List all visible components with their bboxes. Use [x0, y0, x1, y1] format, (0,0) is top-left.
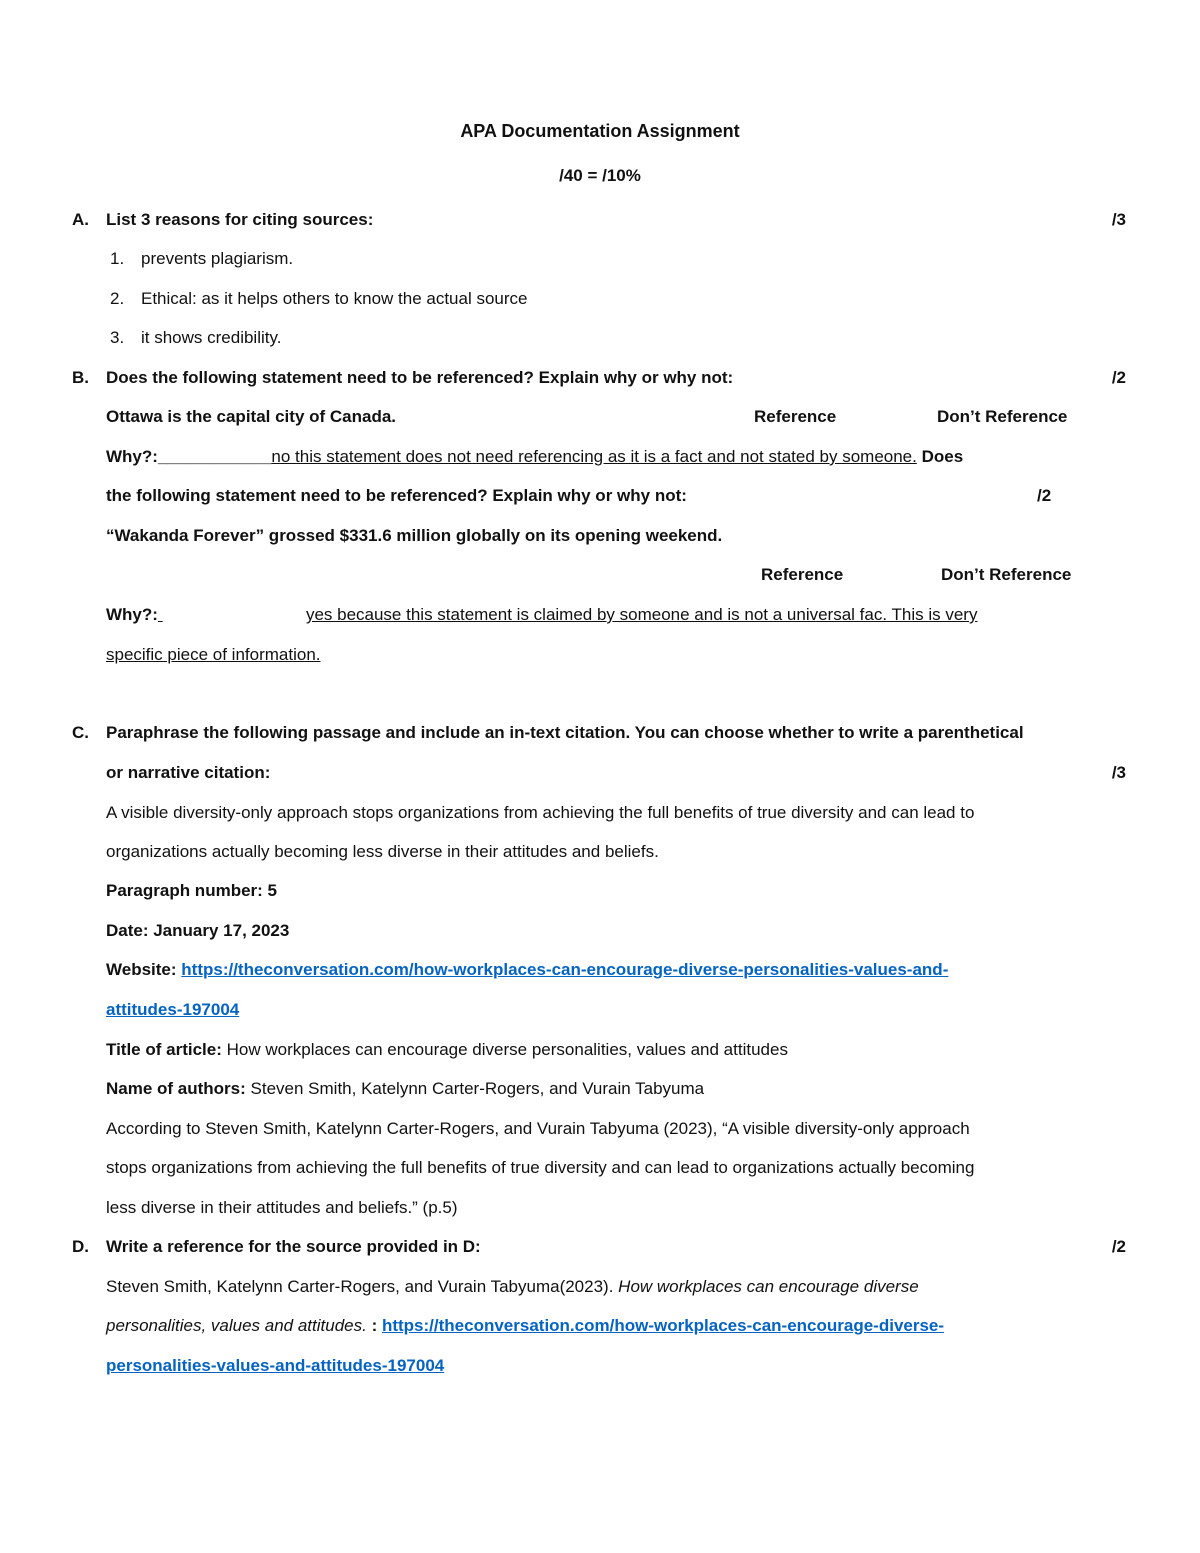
list-item-number: 3. [110, 328, 125, 347]
section-d-points: /2 [1111, 1237, 1126, 1256]
section-b-heading-2: the following statement need to be referenced? Explain why or why not: [106, 486, 687, 505]
passage-line: A visible diversity-only approach stops organizations from achieving the full benefits of true diversity and can lead to [106, 803, 975, 822]
list-item: Ethical: as it helps others to know the actual source [141, 289, 528, 308]
reference-line [106, 1276, 919, 1298]
section-c-letter: C. [72, 723, 89, 742]
section-c-heading-continued: or narrative citation: [106, 763, 271, 782]
reference-line [106, 1315, 944, 1337]
reference-separator: : [371, 1316, 378, 1335]
passage-line: organizations actually becoming less diverse in their attitudes and beliefs. [106, 842, 659, 861]
section-c-points: /3 [1111, 763, 1126, 782]
reference-authors: Steven Smith, Katelynn Carter-Rogers, and Vurain Tabyuma(2023). [106, 1277, 614, 1296]
answer-line: less diverse in their attitudes and beliefs.” (p.5) [106, 1198, 458, 1217]
why-2-blank [158, 604, 306, 626]
authors: Steven Smith, Katelynn Carter-Rogers, and Vurain Tabyuma [250, 1079, 705, 1098]
list-item: it shows credibility. [141, 328, 282, 347]
section-d-letter: D. [72, 1237, 89, 1256]
article-date: Date: January 17, 2023 [106, 921, 290, 940]
why-2-label: Why?: [106, 605, 158, 624]
reference-link-continued[interactable]: personalities-values-and-attitudes-197004 [106, 1356, 445, 1375]
paragraph-number: Paragraph number: 5 [106, 881, 277, 900]
why-label: Why?: [106, 447, 158, 466]
reference-option[interactable]: Reference [754, 407, 837, 426]
reference-title-continued: personalities, values and attitudes. [106, 1316, 367, 1335]
reference-link[interactable]: https://theconversation.com/how-workplaces-can-encourage-diverse- [381, 1316, 945, 1335]
article-title-line [106, 1039, 788, 1061]
section-a-points: /3 [1111, 210, 1126, 229]
section-a-heading: List 3 reasons for citing sources: [106, 210, 374, 229]
section-a-letter: A. [72, 210, 89, 229]
list-item-number: 1. [110, 249, 125, 268]
why-1-answer: no this statement does not need referencing as it is a fact and not stated by someone. [271, 447, 917, 466]
authors-label: Name of authors: [106, 1079, 246, 1098]
article-title: How workplaces can encourage diverse personalities, values and attitudes [226, 1040, 788, 1059]
why-2-answer-continued: specific piece of information. [106, 645, 321, 664]
reference-title: How workplaces can encourage diverse [618, 1277, 919, 1296]
section-b-points: /2 [1111, 368, 1126, 387]
authors-line [106, 1078, 704, 1100]
answer-line: According to Steven Smith, Katelynn Carter-Rogers, and Vurain Tabyuma (2023), “A visible diversity-only approach [106, 1119, 970, 1138]
score-line: /40 = /10% [559, 166, 641, 185]
section-c-heading: Paraphrase the following passage and include an in-text citation. You can choose whether to write a parenthetical [106, 723, 1024, 742]
website-link-continued[interactable]: attitudes-197004 [106, 1000, 240, 1019]
why-blank: ____________ [157, 447, 272, 466]
why-2-line [106, 604, 977, 626]
section-d-heading: Write a reference for the source provided in D: [106, 1237, 481, 1256]
why-2-answer: yes because this statement is claimed by someone and is not a universal fac. This is very [305, 605, 978, 624]
section-b-heading-2-start: Does [921, 447, 964, 466]
statement-1: Ottawa is the capital city of Canada. [106, 407, 397, 426]
section-b-heading: Does the following statement need to be referenced? Explain why or why not: [106, 368, 734, 387]
section-b-letter: B. [72, 368, 89, 387]
reference-option-2[interactable]: Reference [761, 565, 844, 584]
list-item-number: 2. [110, 289, 125, 308]
website-link[interactable]: https://theconversation.com/how-workplaces-can-encourage-diverse-personalities-values-and- [181, 960, 949, 979]
article-title-label: Title of article: [106, 1040, 222, 1059]
dont-reference-option[interactable]: Don’t Reference [937, 407, 1068, 426]
dont-reference-option-2[interactable]: Don’t Reference [941, 565, 1072, 584]
list-item: prevents plagiarism. [141, 249, 294, 268]
why-1-line [106, 446, 963, 468]
statement-2: “Wakanda Forever” grossed $331.6 million globally on its opening weekend. [106, 526, 723, 545]
website-line [106, 959, 948, 981]
section-b-points-2: /2 [1037, 486, 1052, 505]
page-title: APA Documentation Assignment [460, 121, 740, 141]
answer-line: stops organizations from achieving the full benefits of true diversity and can lead to organizations actually becoming [106, 1158, 975, 1177]
website-label: Website: [106, 960, 177, 979]
